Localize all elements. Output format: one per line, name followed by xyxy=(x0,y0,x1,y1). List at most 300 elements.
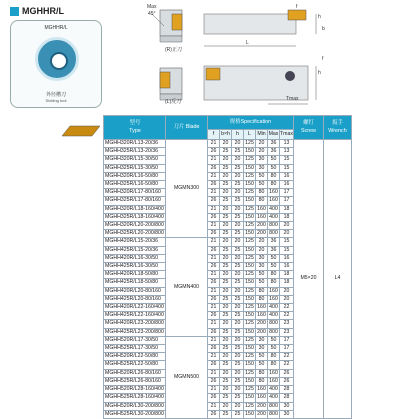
spec-cell: 20 xyxy=(256,238,268,246)
spec-cell: 21 xyxy=(208,386,220,394)
spec-cell: 18 xyxy=(280,279,294,287)
type-cell: MGHH325R/L18-160/400 xyxy=(105,213,164,220)
spec-cell: 18 xyxy=(280,271,294,279)
spec-cell: 26 xyxy=(208,148,220,156)
type-cell: MGHH425R/L23-200/800 xyxy=(105,328,164,335)
spec-cell: 20 xyxy=(232,386,244,394)
spec-cell: 150 xyxy=(245,197,254,204)
type-cell: MGHH525R/L17-30/50 xyxy=(104,345,166,353)
spec-cell: 150 xyxy=(245,361,254,368)
spec-cell: 21 xyxy=(208,353,220,361)
spec-cell: 26 xyxy=(208,345,220,353)
spec-cell: 23 xyxy=(280,320,294,328)
spec-cell: 20 xyxy=(256,148,268,156)
type-cell: MGHH420R/L22-160/400 xyxy=(105,304,164,311)
spec-cell: 80 xyxy=(268,353,280,361)
spec-cell: 13 xyxy=(280,140,294,148)
spec-cell: 21 xyxy=(208,369,220,377)
spec-cell: 160 xyxy=(269,377,278,384)
type-cell: MGHH320R/L17-80/160 xyxy=(104,189,166,197)
spec-cell: 160 xyxy=(269,197,278,204)
type-cell: MGHH325R/L13-20/36 xyxy=(104,148,166,156)
spec-cell: 50 xyxy=(268,336,280,344)
spec-cell: 26 xyxy=(208,279,220,287)
table-row xyxy=(104,140,352,148)
spec-cell: 20 xyxy=(220,238,232,246)
dim-h-label: h xyxy=(318,14,321,20)
type-cell: MGHH520R/L17-30/50 xyxy=(104,336,166,344)
spec-cell: 26 xyxy=(208,181,220,189)
spec-cell: 28 xyxy=(280,386,294,394)
spec-cell: 125 xyxy=(245,156,254,163)
spec-cell: 21 xyxy=(208,254,220,262)
spec-cell: 25 xyxy=(220,328,232,336)
spec-cell: 150 xyxy=(245,377,254,384)
spec-cell: 21 xyxy=(208,271,220,279)
spec-cell: 20 xyxy=(232,254,244,262)
spec-cell: 15 xyxy=(280,246,294,254)
blade-cell: MGMN400 xyxy=(166,238,208,336)
spec-cell: 15 xyxy=(280,156,294,164)
spec-cell: 50 xyxy=(268,156,280,164)
spec-cell: 30 xyxy=(256,263,268,271)
spec-cell: 150 xyxy=(245,246,254,253)
spec-cell: 50 xyxy=(268,345,280,353)
spec-cell: 150 xyxy=(245,295,254,302)
spec-cell: 17 xyxy=(280,345,294,353)
spec-cell: 160 xyxy=(257,213,266,220)
spec-cell: 28 xyxy=(280,394,294,402)
type-cell: MGHH425R/L15-20/36 xyxy=(104,246,166,254)
spec-cell: 30 xyxy=(256,164,268,172)
dim-f-label: f xyxy=(296,4,298,10)
spec-cell: 50 xyxy=(268,164,280,172)
spec-cell: 150 xyxy=(245,279,254,286)
spec-cell: 25 xyxy=(232,410,244,418)
spec-cell: 200 xyxy=(257,230,266,237)
spec-cell: 150 xyxy=(245,328,254,335)
spec-cell: 160 xyxy=(257,394,266,401)
type-cell: MGHH420R/L23-200/800 xyxy=(105,320,164,327)
type-cell: MGHH320R/L20-200/800 xyxy=(105,222,164,229)
spec-cell: 26 xyxy=(208,230,220,238)
spec-cell: 800 xyxy=(269,410,278,417)
spec-cell: 20 xyxy=(220,205,232,213)
spec-cell: 20 xyxy=(232,287,244,295)
spec-cell: 400 xyxy=(269,386,278,393)
spec-cell: 20 xyxy=(280,222,294,230)
spec-cell: 16 xyxy=(280,254,294,262)
spec-cell: 36 xyxy=(268,238,280,246)
spec-cell: 80 xyxy=(268,172,280,180)
type-cell: MGHH420R/L18-50/80 xyxy=(104,271,166,279)
spec-cell: 25 xyxy=(232,312,244,320)
type-cell: MGHH525R/L28-160/400 xyxy=(105,394,164,401)
left-hand-label: (L)反刀 xyxy=(165,99,182,105)
spec-cell: 400 xyxy=(269,394,278,401)
spec-cell: 25 xyxy=(232,181,244,189)
page-title xyxy=(10,6,64,16)
spec-cell: 125 xyxy=(245,172,254,179)
spec-cell: 150 xyxy=(245,345,254,352)
spec-cell: 20 xyxy=(232,320,244,328)
spec-cell: 21 xyxy=(208,238,220,246)
max-label: Max xyxy=(147,4,157,10)
spec-cell: 125 xyxy=(245,369,254,376)
spec-cell: 17 xyxy=(280,336,294,344)
spec-cell: 22 xyxy=(280,304,294,312)
right-hand-label: (R)正刀 xyxy=(165,47,182,53)
spec-cell: 26 xyxy=(208,213,220,221)
blade-header: 刀片 Blade xyxy=(166,116,208,140)
spec-cell: 25 xyxy=(232,394,244,402)
spec-cell: 160 xyxy=(269,287,278,294)
screw-header: 螺钉 Screw xyxy=(293,116,323,140)
spec-cell: 150 xyxy=(245,312,254,319)
spec-cell: 200 xyxy=(257,402,266,409)
spec-cell: 25 xyxy=(232,230,244,238)
spec-subheader: Min xyxy=(256,130,268,140)
spec-cell: 36 xyxy=(268,246,280,254)
spec-cell: 25 xyxy=(220,312,232,320)
spec-cell: 150 xyxy=(245,164,254,171)
dim-b-label: b xyxy=(322,26,325,32)
spec-cell: 22 xyxy=(280,361,294,369)
spec-subheader: h xyxy=(232,130,244,140)
spec-cell: 25 xyxy=(220,361,232,369)
spec-cell: 25 xyxy=(220,148,232,156)
spec-cell: 13 xyxy=(280,148,294,156)
spec-cell: 80 xyxy=(268,181,280,189)
spec-cell: 26 xyxy=(208,295,220,303)
type-header: 型号 Type xyxy=(104,116,166,140)
spec-cell: 25 xyxy=(232,345,244,353)
spec-cell: 80 xyxy=(256,377,268,385)
wrench-header: 扳手 Wrench xyxy=(323,116,351,140)
spec-cell: 125 xyxy=(245,254,254,261)
type-cell: MGHH325R/L20-200/800 xyxy=(105,230,164,237)
spec-header: 规格Specification xyxy=(208,116,294,130)
spec-cell: 20 xyxy=(220,172,232,180)
spec-cell: 80 xyxy=(256,295,268,303)
spec-cell: 50 xyxy=(268,263,280,271)
dim-h1-label: h xyxy=(318,70,321,76)
angle-label: 45° xyxy=(148,11,156,17)
spec-cell: 25 xyxy=(220,246,232,254)
spec-cell: 20 xyxy=(220,402,232,410)
type-cell: MGHH520R/L26-80/160 xyxy=(104,369,166,377)
blade-cell: MGMN300 xyxy=(166,140,208,238)
spec-cell: 21 xyxy=(208,172,220,180)
spec-cell: 21 xyxy=(208,287,220,295)
spec-cell: 20 xyxy=(220,140,232,148)
type-cell: MGHH320R/L18-160/400 xyxy=(105,205,164,212)
spec-cell: 80 xyxy=(256,369,268,377)
spec-cell: 160 xyxy=(269,369,278,376)
spec-cell: 125 xyxy=(245,238,254,245)
spec-cell: 160 xyxy=(257,205,266,212)
spec-cell: 26 xyxy=(208,394,220,402)
spec-cell: 20 xyxy=(280,295,294,303)
spec-cell: 20 xyxy=(232,304,244,312)
spec-cell: 20 xyxy=(280,230,294,238)
spec-cell: 50 xyxy=(268,254,280,262)
spec-cell: 20 xyxy=(220,320,232,328)
spec-cell: 20 xyxy=(256,246,268,254)
spec-cell: 16 xyxy=(280,181,294,189)
type-cell: MGHH325R/L15-30/50 xyxy=(104,164,166,172)
spec-cell: 20 xyxy=(220,353,232,361)
spec-cell: 21 xyxy=(208,189,220,197)
spec-cell: 30 xyxy=(256,345,268,353)
spec-cell: 20 xyxy=(232,189,244,197)
spec-cell: 80 xyxy=(256,197,268,205)
spec-cell: 25 xyxy=(220,394,232,402)
type-cell: MGHH320R/L15-30/50 xyxy=(104,156,166,164)
type-cell: MGHH420R/L20-80/160 xyxy=(104,287,166,295)
spec-cell: 30 xyxy=(256,254,268,262)
spec-cell: 15 xyxy=(280,238,294,246)
spec-cell: 25 xyxy=(220,410,232,418)
spec-cell: 800 xyxy=(269,320,278,327)
spec-cell: 21 xyxy=(208,402,220,410)
spec-table xyxy=(103,115,352,419)
spec-cell: 26 xyxy=(280,369,294,377)
spec-cell: 125 xyxy=(245,271,254,278)
spec-cell: 125 xyxy=(245,353,254,360)
spec-cell: 200 xyxy=(257,328,266,335)
spec-cell: 25 xyxy=(220,279,232,287)
type-cell: MGHH420R/L16-30/50 xyxy=(104,254,166,262)
spec-cell: 26 xyxy=(208,246,220,254)
spec-cell: 400 xyxy=(269,205,278,212)
spec-cell: 30 xyxy=(256,156,268,164)
spec-subheader: Tmax xyxy=(280,130,294,140)
spec-cell: 26 xyxy=(208,312,220,320)
spec-cell: 21 xyxy=(208,336,220,344)
type-cell: MGHH320R/L16-50/80 xyxy=(104,172,166,180)
spec-cell: 20 xyxy=(220,189,232,197)
spec-cell: 25 xyxy=(232,361,244,369)
spec-cell: 20 xyxy=(232,172,244,180)
spec-cell: 80 xyxy=(256,287,268,295)
type-cell: MGHH525R/L22-50/80 xyxy=(104,361,166,369)
spec-cell: 21 xyxy=(208,222,220,230)
spec-cell: 22 xyxy=(280,312,294,320)
spec-cell: 25 xyxy=(232,213,244,221)
spec-cell: 160 xyxy=(257,312,266,319)
spec-cell: 26 xyxy=(208,377,220,385)
type-cell: MGHH425R/L16-30/50 xyxy=(104,263,166,271)
spec-cell: 80 xyxy=(268,279,280,287)
sample-code: MGHHR/L xyxy=(44,25,68,31)
spec-cell: 20 xyxy=(220,304,232,312)
spec-cell: 17 xyxy=(280,197,294,205)
spec-cell: 50 xyxy=(256,361,268,369)
blade-icon xyxy=(60,124,102,138)
spec-cell: 150 xyxy=(245,394,254,401)
type-cell: MGHH525R/L30-200/800 xyxy=(105,410,164,417)
spec-cell: 16 xyxy=(280,172,294,180)
spec-cell: 125 xyxy=(245,336,254,343)
spec-cell: 80 xyxy=(256,189,268,197)
spec-cell: 50 xyxy=(256,172,268,180)
sample-caption-cn: 外径槽刀 xyxy=(45,92,66,98)
spec-cell: 20 xyxy=(232,140,244,148)
spec-cell: 25 xyxy=(220,197,232,205)
spec-cell: 20 xyxy=(220,254,232,262)
spec-cell: 50 xyxy=(256,279,268,287)
sample-caption-en: Slotting tool xyxy=(45,98,67,103)
spec-cell: 800 xyxy=(269,328,278,335)
spec-cell: 25 xyxy=(232,295,244,303)
spec-subheader: f xyxy=(208,130,220,140)
spec-cell: 125 xyxy=(245,189,254,196)
spec-cell: 150 xyxy=(245,213,254,220)
spec-subheader: b×h xyxy=(220,130,232,140)
spec-cell: 25 xyxy=(232,148,244,156)
spec-cell: 20 xyxy=(232,271,244,279)
dim-f2-label: f xyxy=(322,56,324,62)
spec-cell: 50 xyxy=(256,353,268,361)
spec-cell: 160 xyxy=(269,189,278,196)
spec-cell: 20 xyxy=(232,336,244,344)
spec-cell: 25 xyxy=(232,328,244,336)
spec-cell: 200 xyxy=(257,222,266,229)
spec-cell: 20 xyxy=(232,156,244,164)
spec-cell: 22 xyxy=(280,353,294,361)
spec-cell: 150 xyxy=(245,230,254,237)
spec-cell: 26 xyxy=(208,263,220,271)
spec-cell: 20 xyxy=(232,369,244,377)
dim-tmax-label: Tmax xyxy=(286,96,299,102)
spec-cell: 25 xyxy=(232,197,244,205)
spec-cell: 800 xyxy=(269,230,278,237)
spec-cell: 26 xyxy=(208,164,220,172)
workpiece-icon xyxy=(35,37,79,81)
spec-cell: 125 xyxy=(245,402,254,409)
spec-cell: 20 xyxy=(232,222,244,230)
spec-cell: 25 xyxy=(220,181,232,189)
spec-subheader: L xyxy=(244,130,256,140)
spec-cell: 160 xyxy=(269,295,278,302)
spec-cell: 21 xyxy=(208,205,220,213)
spec-cell: 25 xyxy=(220,295,232,303)
type-cell: MGHH420R/L15-20/36 xyxy=(104,238,166,246)
spec-cell: 125 xyxy=(245,140,254,146)
spec-cell: 125 xyxy=(245,304,254,311)
spec-cell: 21 xyxy=(208,304,220,312)
sample-card xyxy=(10,20,102,108)
spec-cell: 17 xyxy=(280,189,294,197)
spec-cell: 25 xyxy=(232,164,244,172)
spec-cell: 26 xyxy=(208,361,220,369)
spec-cell: 150 xyxy=(245,410,254,417)
spec-cell: 25 xyxy=(232,377,244,385)
spec-cell: 150 xyxy=(245,263,254,270)
title-text: MGHHR/L xyxy=(22,6,64,16)
spec-cell: 36 xyxy=(268,148,280,156)
dim-L-label: L xyxy=(246,40,249,46)
spec-cell: 20 xyxy=(220,222,232,230)
spec-cell: 125 xyxy=(245,386,254,393)
spec-cell: 400 xyxy=(269,213,278,220)
spec-cell: 125 xyxy=(245,320,254,327)
spec-cell: 15 xyxy=(280,164,294,172)
spec-cell: 25 xyxy=(220,345,232,353)
spec-cell: 36 xyxy=(268,140,280,148)
tool-head-diagram xyxy=(146,6,196,106)
spec-cell: 26 xyxy=(280,377,294,385)
spec-cell: 20 xyxy=(220,156,232,164)
spec-cell: 160 xyxy=(257,304,266,311)
spec-cell: 18 xyxy=(280,205,294,213)
spec-cell: 150 xyxy=(245,181,254,188)
type-cell: MGHH525R/L26-80/160 xyxy=(104,377,166,385)
spec-cell: 50 xyxy=(256,181,268,189)
spec-cell: 30 xyxy=(280,402,294,410)
spec-cell: 50 xyxy=(256,271,268,279)
type-cell: MGHH425R/L18-50/80 xyxy=(104,279,166,287)
spec-cell: 21 xyxy=(208,320,220,328)
spec-cell: 26 xyxy=(208,197,220,205)
spec-cell: 400 xyxy=(269,304,278,311)
spec-cell: 25 xyxy=(232,279,244,287)
spec-cell: 20 xyxy=(232,238,244,246)
type-cell: MGHH320R/L13-20/36 xyxy=(104,140,166,148)
spec-cell: 800 xyxy=(269,222,278,229)
title-square-icon xyxy=(10,7,19,16)
spec-cell: 20 xyxy=(220,271,232,279)
type-cell: MGHH520R/L30-200/800 xyxy=(105,402,164,409)
screw-cell: M5×20 xyxy=(293,140,323,419)
type-cell: MGHH325R/L17-80/160 xyxy=(104,197,166,205)
spec-cell: 26 xyxy=(208,410,220,418)
spec-cell: 160 xyxy=(257,386,266,393)
spec-cell: 30 xyxy=(256,336,268,344)
spec-cell: 25 xyxy=(220,263,232,271)
spec-cell: 25 xyxy=(232,246,244,254)
spec-cell: 800 xyxy=(269,402,278,409)
spec-cell: 21 xyxy=(208,140,220,148)
spec-cell: 25 xyxy=(220,213,232,221)
type-cell: MGHH425R/L20-80/160 xyxy=(104,295,166,303)
type-cell: MGHH520R/L22-50/80 xyxy=(104,353,166,361)
spec-cell: 25 xyxy=(220,164,232,172)
spec-cell: 20 xyxy=(232,205,244,213)
spec-cell: 25 xyxy=(232,263,244,271)
spec-cell: 125 xyxy=(245,287,254,294)
spec-cell: 80 xyxy=(268,271,280,279)
blade-cell: MGMN500 xyxy=(166,336,208,418)
spec-cell: 150 xyxy=(245,148,254,155)
spec-cell: 25 xyxy=(220,230,232,238)
spec-cell: 26 xyxy=(208,328,220,336)
spec-cell: 18 xyxy=(280,213,294,221)
spec-cell: 23 xyxy=(280,328,294,336)
type-cell: MGHH520R/L28-160/400 xyxy=(105,386,164,393)
type-cell: MGHH325R/L16-50/80 xyxy=(104,181,166,189)
spec-cell: 200 xyxy=(257,410,266,417)
type-cell: MGHH425R/L22-160/400 xyxy=(105,312,164,319)
spec-cell: 30 xyxy=(280,410,294,418)
spec-cell: 400 xyxy=(269,312,278,319)
spec-cell: 16 xyxy=(280,263,294,271)
spec-cell: 20 xyxy=(220,386,232,394)
spec-cell: 25 xyxy=(220,377,232,385)
spec-cell: 20 xyxy=(220,287,232,295)
spec-cell: 20 xyxy=(220,336,232,344)
